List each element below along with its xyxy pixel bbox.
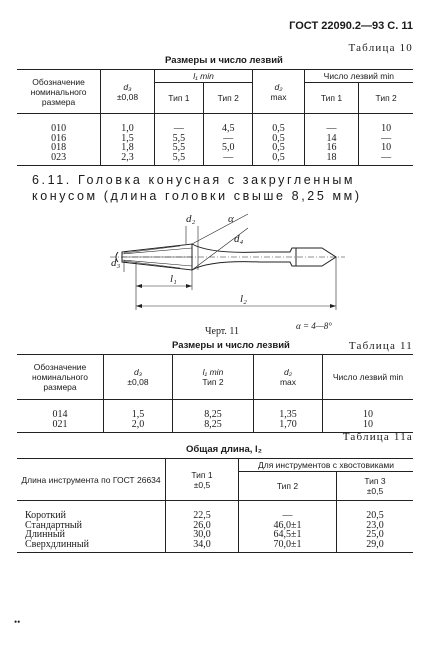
cell: 5,5 [154, 143, 203, 153]
section-heading: 6.11. Головка конусная с закругленным конусом (длина головки свыше 8,25 мм) [32, 173, 362, 203]
cell: 5,5 [154, 134, 203, 144]
cell: 1,8 [101, 143, 155, 153]
col-type1-label: Тип 1 [191, 469, 213, 480]
cell: 23,0 [336, 521, 413, 531]
table-row [17, 521, 413, 531]
col-l1min [154, 70, 253, 83]
cell: 14 [304, 134, 359, 144]
label-alpha: α [228, 213, 234, 225]
cell: 22,5 [166, 511, 239, 521]
col-shank: Для инструментов с хвостовиками [239, 459, 414, 472]
cell: — [304, 124, 359, 134]
col-d2 [253, 70, 304, 114]
col-d3-tolerance: ±0,08 [116, 91, 139, 102]
table-11-label: Таблица 11 [348, 340, 413, 352]
label-d3: d₃ [111, 257, 121, 269]
label-d4: d₄ [234, 233, 244, 245]
cell: — [204, 153, 253, 166]
cell: 10 [323, 420, 414, 433]
cell: 016 [17, 134, 101, 144]
label-d2: d₂ [186, 213, 196, 225]
col-l1-type1: Тип 1 [154, 83, 203, 114]
cell: 16 [304, 143, 359, 153]
cell: 2,0 [104, 420, 173, 433]
table-11a-label: Таблица 11а [342, 431, 413, 443]
cell: 25,0 [336, 530, 413, 540]
cell: 2,3 [101, 153, 155, 166]
cell: — [359, 153, 413, 166]
cell: 10 [323, 410, 414, 420]
cell: 4,5 [204, 124, 253, 134]
table-11-caption: Размеры и число лезвий [172, 340, 290, 351]
cell: 0,5 [253, 153, 304, 166]
cell: 023 [17, 153, 101, 166]
cell: — [239, 511, 337, 521]
cell: 20,5 [336, 511, 413, 521]
table-row [17, 134, 413, 144]
cell: 014 [17, 410, 104, 420]
cell: 5,0 [204, 143, 253, 153]
cell: 0,5 [253, 143, 304, 153]
col-l1min-label: l₁ min [193, 71, 214, 81]
cell: 10 [359, 143, 413, 153]
col-d2-symbol: d₂ [284, 367, 292, 377]
table-row [17, 143, 413, 153]
cell: 8,25 [173, 410, 254, 420]
col-type3-tolerance: ±0,5 [366, 486, 384, 496]
cell: Стандартный [17, 521, 166, 531]
table-11a [17, 458, 413, 553]
label-l2: l₂ [240, 293, 247, 305]
cell: 021 [17, 420, 104, 433]
cell: — [359, 134, 413, 144]
cell: 010 [17, 124, 101, 134]
cell: 34,0 [166, 540, 239, 553]
figure-caption: Черт. 11 [205, 326, 240, 337]
cell: 018 [17, 143, 101, 153]
col-length: Длина инструмента по ГОСТ 26634 [17, 459, 166, 501]
col-designation: Обозначение номинального размера [17, 355, 104, 400]
cell: 1,5 [101, 134, 155, 144]
cell: 5,5 [154, 153, 203, 166]
table-11 [17, 354, 413, 433]
cell: 64,5±1 [239, 530, 337, 540]
cell: 70,0±1 [239, 540, 337, 553]
cell: 30,0 [166, 530, 239, 540]
cell: Длинный [17, 530, 166, 540]
angle-note: α = 4—8° [296, 321, 332, 331]
col-d2-max: max [279, 377, 297, 387]
col-d2-max: max [270, 91, 287, 102]
cell: 18 [304, 153, 359, 166]
col-designation: Обозначение номинального размера [17, 70, 101, 114]
col-blades: Число лезвий min [323, 355, 414, 400]
col-type3-label: Тип 3 [364, 476, 386, 486]
col-l1-label: l₁ min [202, 367, 224, 377]
cell: — [204, 134, 253, 144]
cell: 29,0 [336, 540, 413, 553]
cell: 26,0 [166, 521, 239, 531]
col-d3 [101, 70, 155, 114]
col-d3-tolerance: ±0,08 [127, 377, 149, 387]
col-l1-type2: Тип 2 [204, 83, 253, 114]
table-row [17, 124, 413, 134]
page-mark: •• [14, 617, 21, 627]
col-d2-symbol: d₂ [274, 81, 283, 92]
col-l1-type: Тип 2 [202, 377, 224, 387]
cell: — [154, 124, 203, 134]
col-d3-symbol: d₃ [133, 367, 143, 377]
cell: 10 [359, 124, 413, 134]
col-d3 [104, 355, 173, 400]
cell: 46,0±1 [239, 521, 337, 531]
col-type2: Тип 2 [239, 472, 337, 501]
table-11a-caption: Общая длина, l₂ [186, 444, 262, 455]
cell: 1,0 [101, 124, 155, 134]
col-type1-tolerance: ±0,5 [193, 479, 211, 490]
table-10 [17, 69, 413, 166]
tool-drawing [110, 210, 350, 328]
cell: 0,5 [253, 134, 304, 144]
col-d3-symbol: d₃ [123, 81, 132, 92]
cell: 1,70 [254, 420, 323, 433]
table-10-caption: Размеры и число лезвий [165, 55, 283, 66]
col-d2 [254, 355, 323, 400]
cell: 1,35 [254, 410, 323, 420]
label-l1: l₁ [170, 273, 177, 285]
col-blades: Число лезвий min [304, 70, 413, 83]
page-header: ГОСТ 22090.2—93 С. 11 [289, 20, 413, 32]
table-row [17, 153, 413, 166]
cell: 0,5 [253, 124, 304, 134]
col-blades-type2: Тип 2 [359, 83, 413, 114]
table-row [17, 540, 413, 553]
cell: 1,5 [104, 410, 173, 420]
col-l1 [173, 355, 254, 400]
cell: 8,25 [173, 420, 254, 433]
col-type3 [336, 472, 413, 501]
col-type1 [166, 459, 239, 501]
cell: Сверхдлинный [17, 540, 166, 553]
col-blades-type1: Тип 1 [304, 83, 359, 114]
cell: Короткий [17, 511, 166, 521]
table-10-label: Таблица 10 [348, 42, 413, 54]
